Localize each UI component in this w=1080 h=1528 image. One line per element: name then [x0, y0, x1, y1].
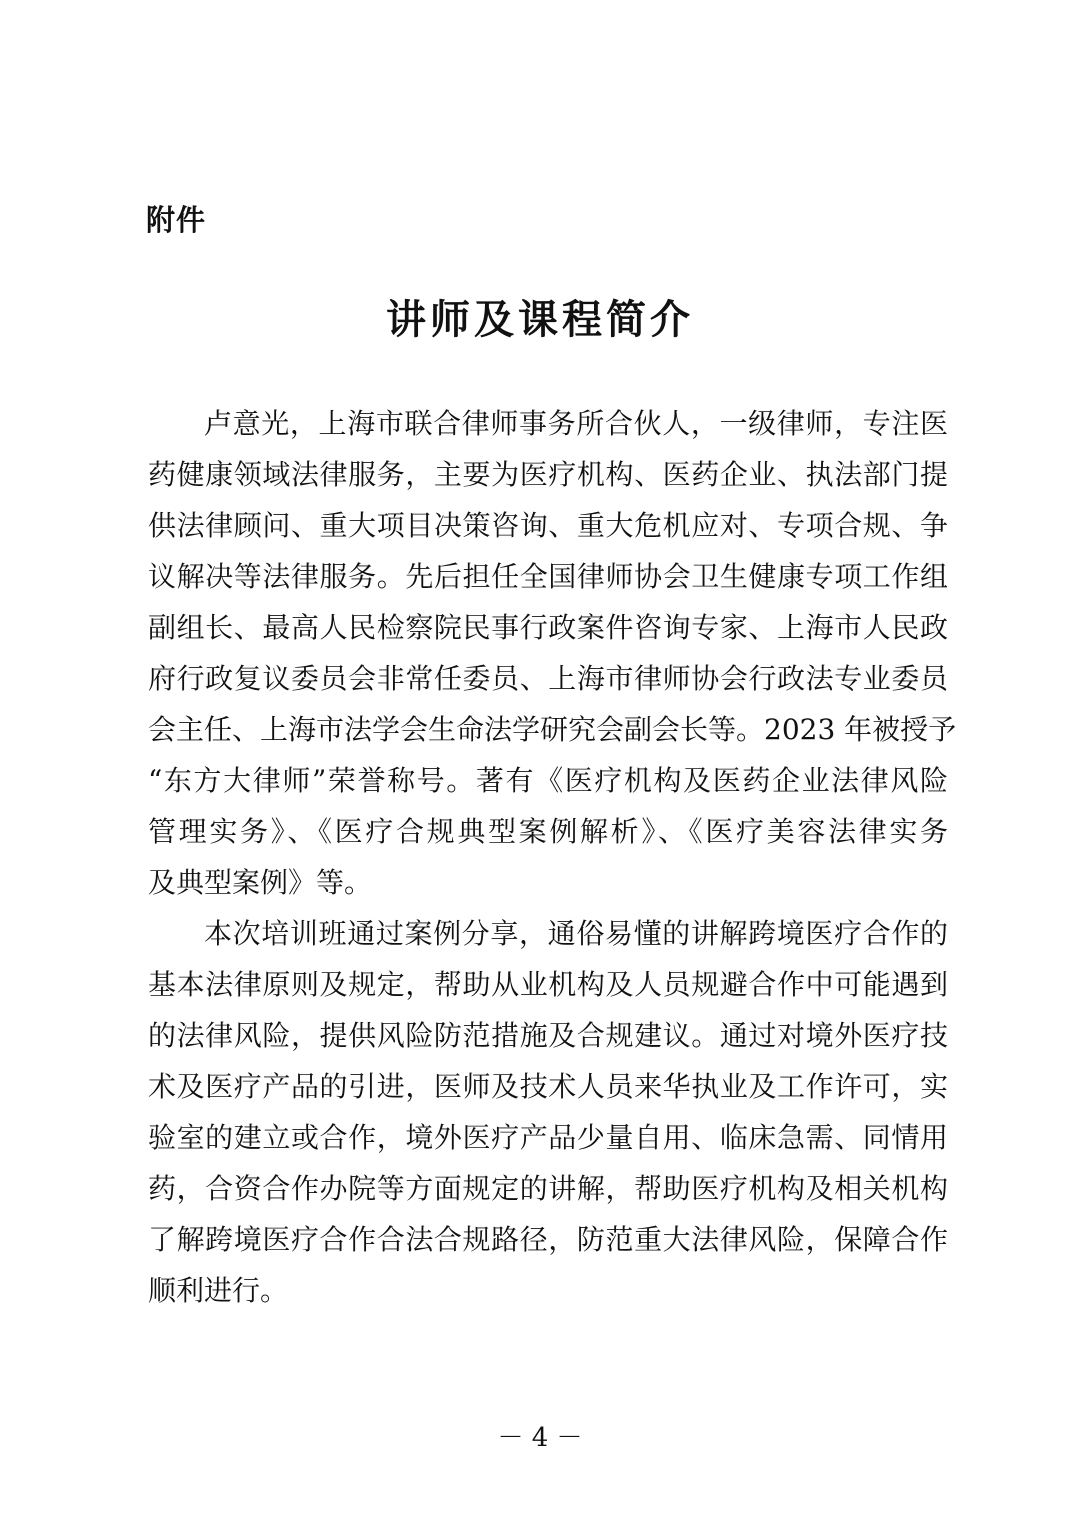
paragraph-1-line-8: “东方大律师”荣誉称号。著有《医疗机构及医药企业法律风险 — [148, 764, 948, 797]
paragraph-2-line-5: 验室的建立或合作，境外医疗产品少量自用、临床急需、同情用 — [148, 1121, 948, 1154]
paragraph-2-line-4: 术及医疗产品的引进，医师及技术人员来华执业及工作许可，实 — [148, 1070, 948, 1103]
paragraph-1-line-1: 卢意光，上海市联合律师事务所合伙人，一级律师，专注医 — [204, 407, 948, 440]
paragraph-2-line-7: 了解跨境医疗合作合法合规路径，防范重大法律风险，保障合作 — [148, 1223, 948, 1256]
paragraph-2-line-3: 的法律风险，提供风险防范措施及合规建议。通过对境外医疗技 — [148, 1019, 948, 1052]
paragraph-2-line-1: 本次培训班通过案例分享，通俗易懂的讲解跨境医疗合作的 — [204, 917, 948, 950]
paragraph-2-line-8: 顺利进行。 — [148, 1274, 289, 1307]
paragraph-1-line-2: 药健康领域法律服务，主要为医疗机构、医药企业、执法部门提 — [148, 458, 948, 491]
paragraph-1-line-9: 管理实务》、《医疗合规典型案例解析》、《医疗美容法律实务 — [148, 815, 948, 848]
paragraph-1-line-6: 府行政复议委员会非常任委员、上海市律师协会行政法专业委员 — [148, 662, 948, 695]
paragraph-1-line-3: 供法律顾问、重大项目决策咨询、重大危机应对、专项合规、争 — [148, 509, 948, 542]
paragraph-1-line-7: 会主任、上海市法学会生命法学研究会副会长等。2023 年被授予 — [148, 713, 957, 746]
document-title: 讲师及课程简介 — [386, 297, 694, 343]
paragraph-1-line-5: 副组长、最高人民检察院民事行政案件咨询专家、上海市人民政 — [148, 611, 948, 644]
paragraph-2-line-2: 基本法律原则及规定，帮助从业机构及人员规避合作中可能遇到 — [148, 968, 948, 1001]
paragraph-1-line-10: 及典型案例》等。 — [148, 866, 373, 899]
paragraph-2-line-6: 药，合资合作办院等方面规定的讲解，帮助医疗机构及相关机构 — [148, 1172, 948, 1205]
page-number: － 4 － — [497, 1423, 583, 1453]
attachment-label: 附件 — [146, 203, 207, 237]
paragraph-1-line-4: 议解决等法律服务。先后担任全国律师协会卫生健康专项工作组 — [148, 560, 948, 593]
